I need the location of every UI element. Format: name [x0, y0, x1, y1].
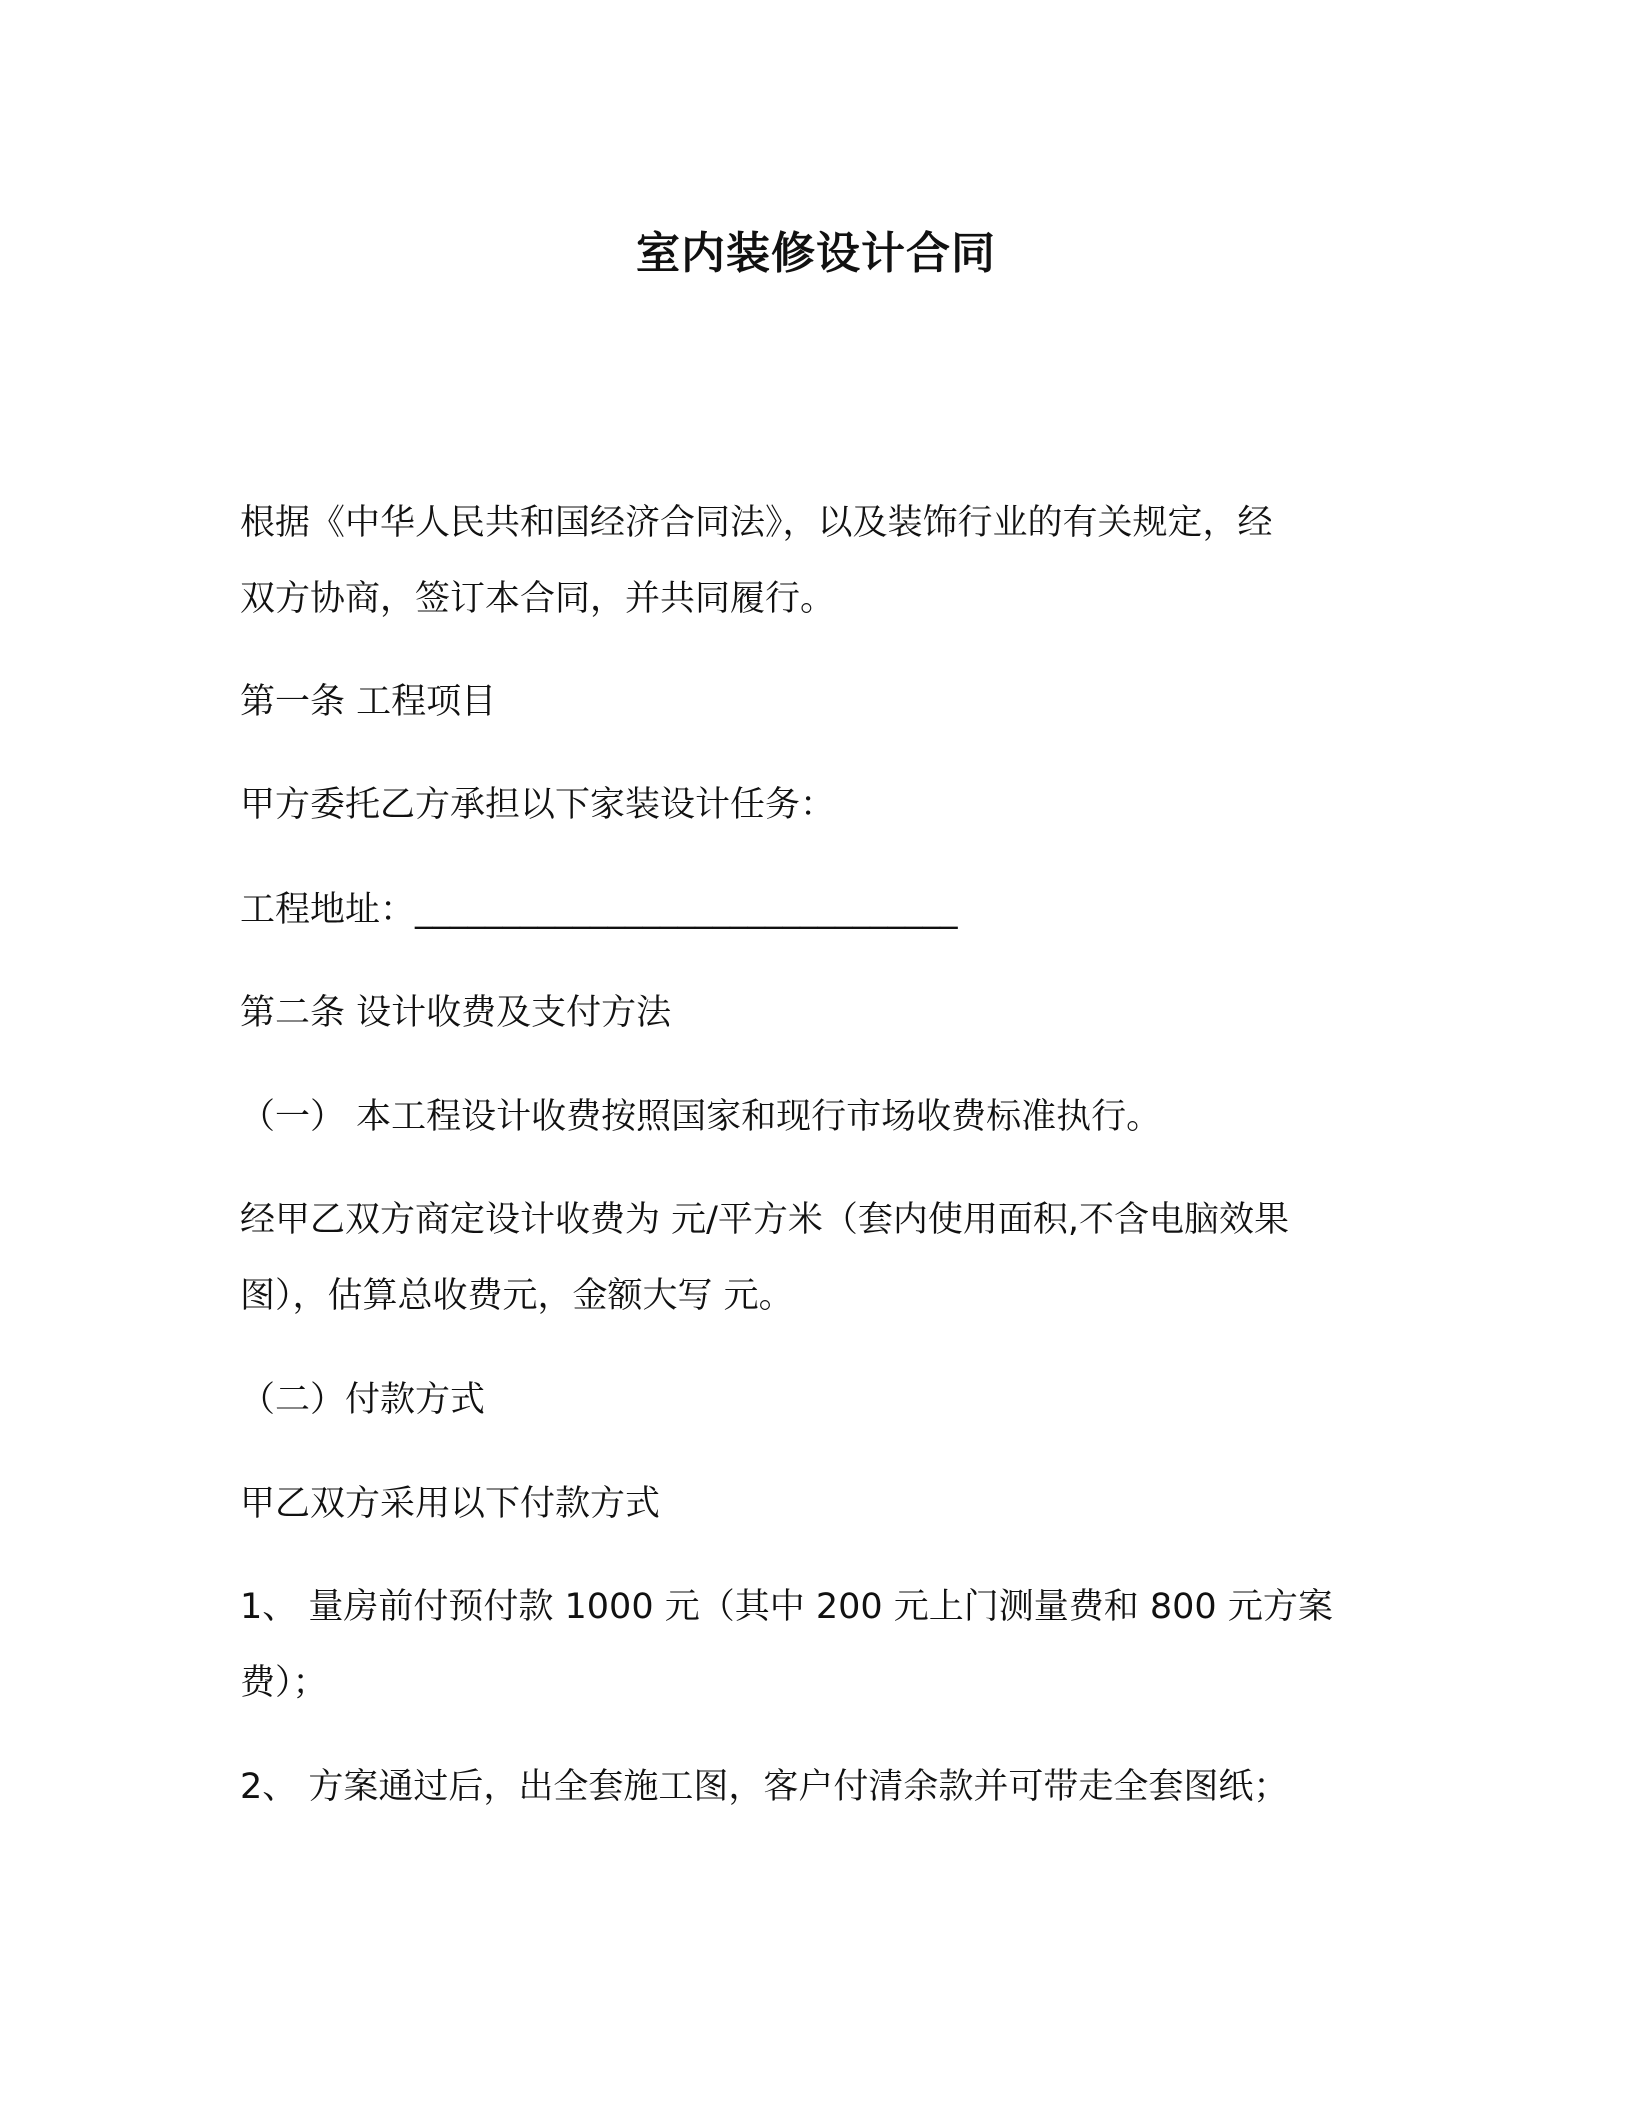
paragraph-payment-intro: 甲乙双方采用以下付款方式: [240, 1484, 661, 1524]
paragraph-fee-line-2: 图），估算总收费元，金额大写 元。: [240, 1276, 794, 1316]
paragraph-commission: 甲方委托乙方承担以下家装设计任务：: [240, 785, 836, 825]
article-2-heading: 第二条 设计收费及支付方法: [240, 993, 672, 1033]
paragraph-preamble-line-2: 双方协商，签订本合同，并共同履行。: [240, 579, 836, 619]
paragraph-fee-line-1: 经甲乙双方商定设计收费为 元/平方米（套内使用面积,不含电脑效果: [240, 1200, 1290, 1240]
payment-item-2: 2、 方案通过后，出全套施工图，客户付清余款并可带走全套图纸；: [240, 1767, 1289, 1807]
article-1-heading: 第一条 工程项目: [240, 682, 497, 722]
payment-item-1-line-1: 1、 量房前付预付款 1000 元（其中 200 元上门测量费和 800 元方案: [240, 1587, 1333, 1627]
project-address-field: 工程地址：_______________________________: [240, 890, 958, 930]
clause-2-heading: （二）付款方式: [240, 1380, 486, 1420]
clause-1-line: （一） 本工程设计收费按照国家和现行市场收费标准执行。: [240, 1097, 1162, 1137]
payment-item-1-line-2: 费）；: [240, 1663, 328, 1703]
paragraph-preamble-line-1: 根据《中华人民共和国经济合同法》，以及装饰行业的有关规定，经: [240, 503, 1273, 543]
document-title: 室内装修设计合同: [636, 228, 996, 279]
